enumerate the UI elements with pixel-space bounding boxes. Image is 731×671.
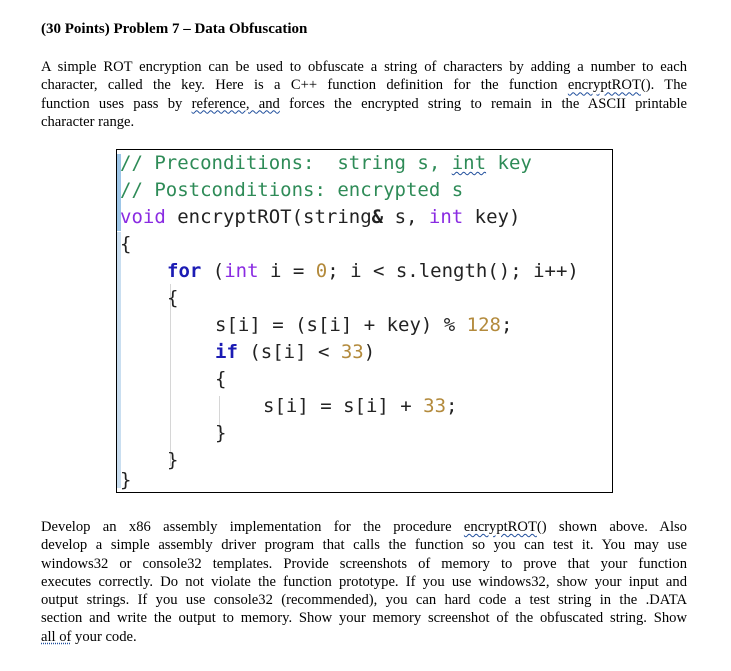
intro-line-1 xyxy=(41,58,687,76)
code-brace: } xyxy=(120,469,132,491)
outro-text: executes correctly. Do not violate the function prototype. If you use windows32, show your input and xyxy=(41,573,687,590)
code-text: (s[i] < xyxy=(237,341,341,363)
outro-paragraph xyxy=(41,518,687,646)
outro-line-6 xyxy=(41,609,687,627)
function-name-ref: encryptROT xyxy=(463,519,537,535)
code-number: 33 xyxy=(423,395,447,417)
code-number: 33 xyxy=(340,341,364,363)
code-comment: int xyxy=(451,152,487,174)
code-text: ; xyxy=(501,314,513,336)
function-name-ref: encryptROT xyxy=(567,77,641,94)
outro-text: section and write the output to memory. Show your memory screenshot of the obfuscated string. Show xyxy=(41,610,687,627)
code-brace: } xyxy=(215,422,227,444)
code-line-10 xyxy=(263,394,458,418)
outro-text: output strings. If you use console32 (recommended), you can hard code a test string in the .DATA xyxy=(41,592,687,609)
outro-line-2 xyxy=(41,536,687,554)
code-type: int xyxy=(224,260,259,282)
outro-text: your code. xyxy=(71,628,137,645)
code-line-11 xyxy=(215,421,226,445)
code-line-8 xyxy=(215,340,375,364)
code-brace: { xyxy=(167,287,179,309)
code-text: encryptROT(string xyxy=(165,206,372,228)
code-line-3 xyxy=(120,205,520,229)
code-text: ; xyxy=(446,395,458,417)
intro-text: character, called the key. Here is a C++ function definition for the function xyxy=(41,77,568,94)
code-text: key) xyxy=(463,206,521,228)
intro-line-2 xyxy=(41,76,687,94)
code-type: void xyxy=(120,206,166,228)
outro-text: Develop an x86 assembly implementation for the procedure xyxy=(41,519,464,535)
code-text: ; i < s.length(); i++) xyxy=(327,260,579,282)
code-comment: // Preconditions: string s, xyxy=(120,152,452,174)
code-line-5 xyxy=(167,259,579,283)
intro-text: A simple ROT encryption can be used to obfuscate a string of characters by adding a number to each xyxy=(41,59,687,75)
intro-text: forces the encrypted string to remain in the ASCII printable xyxy=(279,95,688,112)
code-text: ) xyxy=(363,341,376,363)
all-of-term: all of xyxy=(41,628,72,645)
code-text: s, xyxy=(383,206,429,228)
reference-term: reference, and xyxy=(191,95,280,112)
outro-line-7 xyxy=(41,628,687,646)
intro-text: character range. xyxy=(41,113,135,130)
code-brace: { xyxy=(215,368,227,390)
outro-line-4 xyxy=(41,573,687,591)
code-line-1 xyxy=(120,151,532,175)
code-number: 128 xyxy=(466,314,501,336)
code-line-6 xyxy=(167,286,178,310)
code-line-9 xyxy=(215,367,226,391)
code-comment: key xyxy=(486,152,532,174)
code-block xyxy=(116,149,613,493)
code-text: ( xyxy=(201,260,225,282)
intro-paragraph xyxy=(41,58,687,131)
code-keyword: if xyxy=(215,341,238,363)
code-brace: } xyxy=(167,449,179,471)
code-line-12 xyxy=(167,448,178,472)
outro-text: () shown above. Also xyxy=(536,519,687,535)
code-text: & xyxy=(371,206,384,228)
code-keyword: for xyxy=(167,260,202,282)
code-type: int xyxy=(428,206,464,228)
code-line-2 xyxy=(120,178,463,202)
outro-text: windows32 or console32 templates. Provide screenshots of memory to prove that your function xyxy=(41,555,687,572)
outro-text: develop a simple assembly driver program that calls the function so you can test it. You may use xyxy=(41,537,687,554)
intro-line-4 xyxy=(41,113,687,131)
code-text: s[i] = s[i] + xyxy=(263,395,424,417)
code-text: i = xyxy=(258,260,316,282)
problem-heading: (30 Points) Problem 7 – Data Obfuscation xyxy=(41,21,308,37)
outro-line-3 xyxy=(41,555,687,573)
code-text: s[i] = (s[i] + key) % xyxy=(215,314,467,336)
intro-text: function uses pass by xyxy=(41,95,192,112)
intro-text: (). The xyxy=(640,77,687,94)
outro-line-1 xyxy=(41,518,687,536)
code-brace: { xyxy=(120,233,132,255)
code-line-7 xyxy=(215,313,512,337)
code-line-4 xyxy=(120,232,131,256)
outro-line-5 xyxy=(41,591,687,609)
code-comment: // Postconditions: encrypted s xyxy=(120,179,464,201)
code-number: 0 xyxy=(315,260,328,282)
indent-guide xyxy=(170,284,171,466)
code-line-13 xyxy=(120,468,131,492)
intro-line-3 xyxy=(41,95,687,113)
change-bar xyxy=(117,232,121,488)
